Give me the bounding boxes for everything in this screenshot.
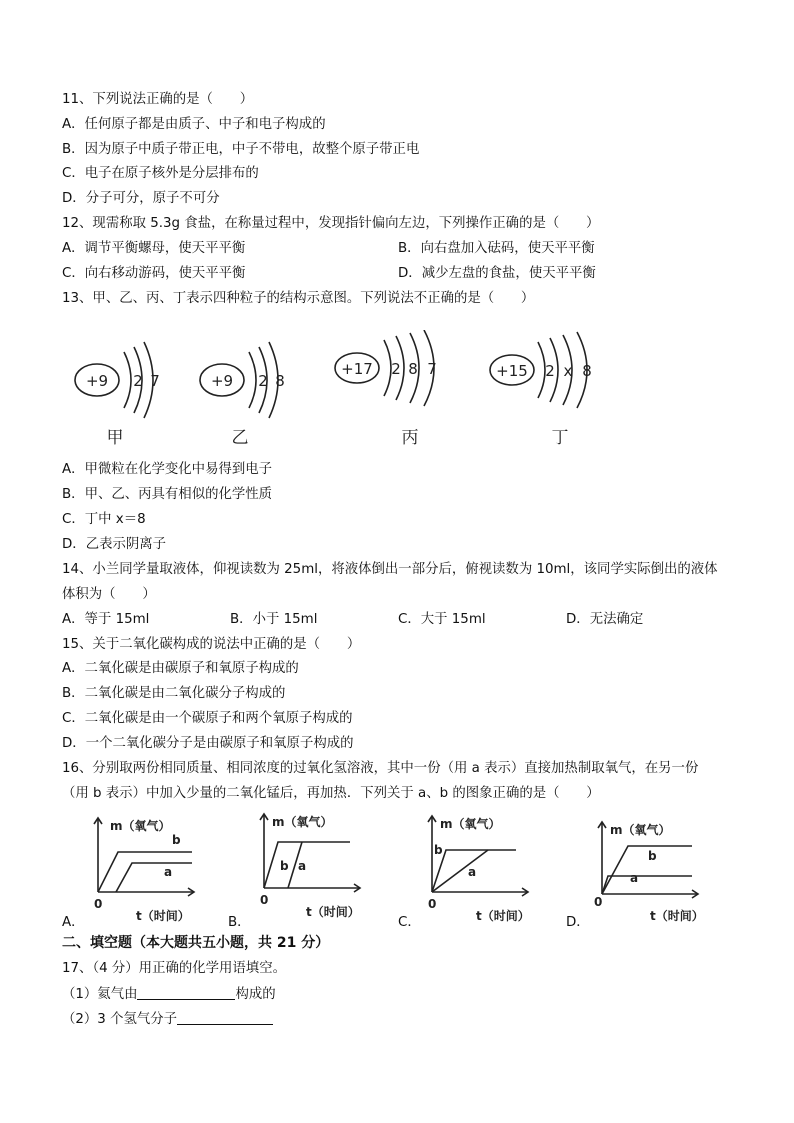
question-11-stem: 11、下列说法正确的是（ ） (62, 92, 254, 107)
question-11-option-b: B．因为原子中质子带正电，中子不带电，故整个原子带正电 (62, 142, 420, 157)
atom-3-shell-3: 7 (427, 360, 437, 378)
atom-4-shell-1: 2 (545, 362, 555, 380)
atom-4-shell-3: 8 (582, 362, 592, 380)
question-15-stem: 15、关于二氧化碳构成的说法中正确的是（ ） (62, 637, 361, 652)
question-15-option-d: D．一个二氧化碳分子是由碳原子和氧原子构成的 (62, 736, 354, 751)
question-15-option-b: B．二氧化碳是由二氧化碳分子构成的 (62, 686, 286, 701)
graph-d-b-label: b (648, 849, 657, 863)
question-12-option-c: C．向右移动游码，使天平平衡 (62, 266, 246, 281)
atom-3-shell-1: 2 (391, 360, 401, 378)
question-13-option-b: B．甲、乙、丙具有相似的化学性质 (62, 487, 273, 502)
atom-2-shell-2: 8 (275, 372, 285, 390)
question-14-option-c: C．大于 15ml (398, 612, 486, 627)
question-13-stem: 13、甲、乙、丙、丁表示四种粒子的结构示意图。下列说法不正确的是（ ） (62, 291, 535, 306)
question-11-option-c: C．电子在原子核外是分层排布的 (62, 166, 259, 181)
graph-d-xlabel: t（时间） (650, 909, 704, 923)
graph-option-b (226, 808, 376, 928)
atom-3-shell-2: 8 (408, 360, 418, 378)
question-15-option-c: C．二氧化碳是由一个碳原子和两个氧原子构成的 (62, 711, 353, 726)
question-17-line-2 (62, 1010, 273, 1029)
atom-4-label: 丁 (551, 428, 569, 448)
graph-d-origin: 0 (594, 895, 603, 909)
question-16-stem-line-1: 16、分别取两份相同质量、相同浓度的过氧化氢溶液，其中一份（用 a 表示）直接加热制取氧气，在另一份 (62, 761, 699, 776)
atom-1-label: 甲 (106, 428, 124, 448)
atom-2-nucleus: +9 (210, 372, 234, 390)
graph-c-b-label: b (434, 843, 443, 857)
question-17-line-1-suffix: 构成的 (235, 987, 276, 1002)
graph-a-xlabel: t（时间） (136, 909, 190, 923)
question-13-option-a: A．甲微粒在化学变化中易得到电子 (62, 462, 273, 477)
graph-c-ylabel: m（氧气） (440, 817, 501, 831)
graph-b-origin: 0 (260, 893, 269, 907)
graph-a-a-label: a (164, 865, 173, 879)
graph-b-letter: B． (228, 915, 251, 928)
question-13-option-c: C．丁中 x＝8 (62, 512, 146, 527)
atom-2-label: 乙 (231, 428, 249, 448)
graph-c-xlabel: t（时间） (476, 909, 530, 923)
graph-b-xlabel: t（时间） (306, 905, 360, 919)
atom-3-label: 丙 (401, 428, 419, 448)
question-16-stem-line-2: （用 b 表示）中加入少量的二氧化锰后，再加热．下列关于 a、b 的图象正确的是（ ） (62, 786, 600, 801)
question-11-option-a: A．任何原子都是由质子、中子和电子构成的 (62, 117, 326, 132)
question-14-option-b: B．小于 15ml (230, 612, 318, 627)
graph-d-ylabel: m（氧气） (610, 823, 671, 837)
section-2-heading: 二、填空题（本大题共五小题，共 21 分） (62, 935, 330, 951)
question-12-option-a: A．调节平衡螺母，使天平平衡 (62, 241, 246, 256)
atom-1-nucleus: +9 (85, 372, 109, 390)
graph-c-origin: 0 (428, 897, 437, 911)
question-13-option-d: D．乙表示阴离子 (62, 537, 167, 552)
graph-a-origin: 0 (94, 897, 103, 911)
question-17-line-2-prefix: （2）3 个氢气分子 (62, 1012, 178, 1027)
atom-1-shell-2: 7 (150, 372, 160, 390)
atom-2-shell-1: 2 (258, 372, 268, 390)
graph-c-letter: C． (398, 915, 421, 930)
question-15-option-a: A．二氧化碳是由碳原子和氧原子构成的 (62, 661, 299, 676)
question-12-option-b: B．向右盘加入砝码，使天平平衡 (398, 241, 595, 256)
question-11-option-d: D．分子可分，原子不可分 (62, 191, 220, 206)
question-12-stem: 12、现需称取 5.3g 食盐，在称量过程中，发现指针偏向左边，下列操作正确的是（ ） (62, 216, 600, 231)
question-17-stem: 17、（4 分）用正确的化学用语填空。 (62, 961, 286, 976)
answer-blank-2[interactable] (177, 1010, 273, 1025)
question-14-stem-line-1: 14、小兰同学量取液体，仰视读数为 25ml，将液体倒出一部分后，俯视读数为 10ml，该同学实际倒出的液体 (62, 562, 718, 577)
graph-d-letter: D． (566, 915, 590, 930)
question-17-line-1-prefix: （1）氦气由 (62, 987, 138, 1002)
atom-4-nucleus: +15 (496, 362, 528, 380)
graph-b-a-label: a (298, 859, 307, 873)
graph-c-a-label: a (468, 865, 477, 879)
graph-a-letter: A． (62, 915, 85, 930)
question-14-option-d: D．无法确定 (566, 612, 644, 627)
atom-1-shell-1: 2 (133, 372, 143, 390)
question-17-line-1 (62, 985, 276, 1004)
graph-a-b-label: b (172, 833, 181, 847)
atom-4-shell-2: x (563, 362, 573, 380)
question-14-stem-line-2: 体积为（ ） (62, 587, 156, 602)
answer-blank-1[interactable] (137, 985, 235, 1000)
graph-option-a (60, 812, 210, 932)
atom-3-nucleus: +17 (341, 360, 373, 378)
graph-b-b-label: b (280, 859, 289, 873)
graph-a-ylabel: m（氧气） (110, 819, 171, 833)
graph-option-d (564, 816, 714, 932)
question-14-option-a: A．等于 15ml (62, 612, 150, 627)
atom-structure-diagrams (60, 330, 620, 455)
graph-d-a-label: a (630, 871, 639, 885)
question-12-option-d: D．减少左盘的食盐，使天平平衡 (398, 266, 596, 281)
graph-option-c (396, 810, 546, 930)
graph-b-ylabel: m（氧气） (272, 815, 333, 829)
